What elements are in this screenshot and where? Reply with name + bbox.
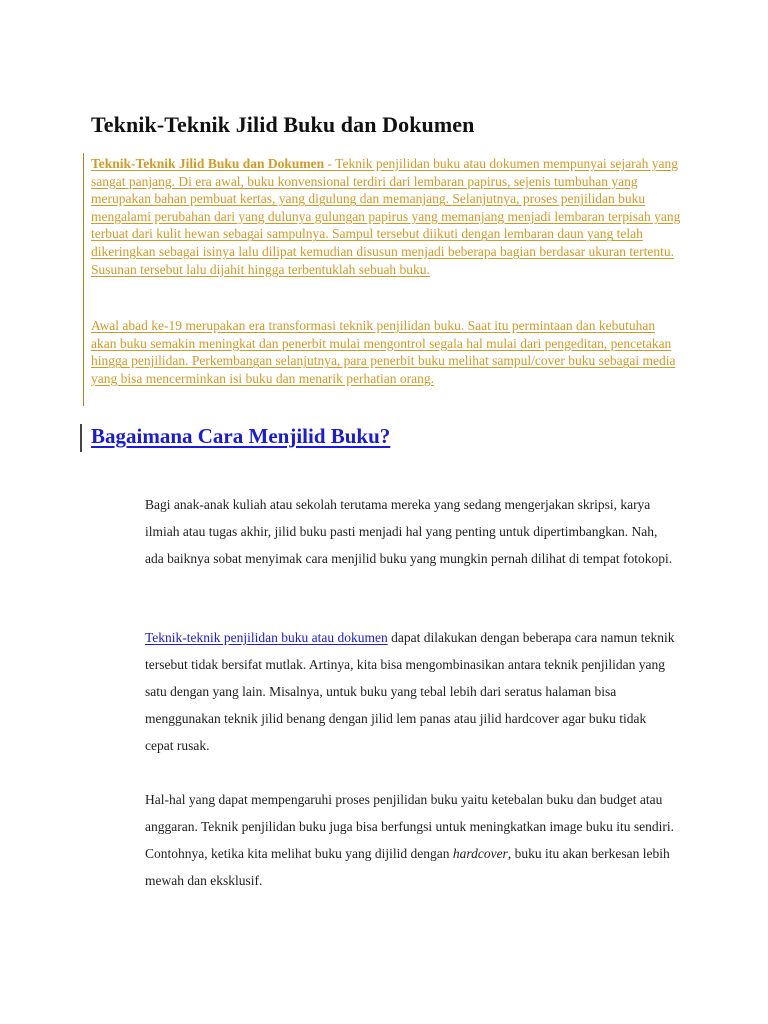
body-paragraph-3-start: Hal-hal yang dapat mempengaruhi proses penjilidan buku yaitu ketebalan buku dan budget atau anggaran. Teknik penjilidan buku juga bisa berfungsi untuk meningkatkan image buku itu sendiri. Contohnya, ketika kita melihat buku yang dijilid dengan [145,792,674,861]
body-paragraph-2 [145,624,675,759]
intro-paragraph-2[interactable] [91,317,681,387]
hardcover-term: hardcover [452,846,508,861]
intro-paragraph-1-text[interactable]: - Teknik penjilidan buku atau dokumen mempunyai sejarah yang sangat panjang. Di era awal, buku konvensional terdiri dari lembaran papirus, sejenis tumbuhan yang merupakan bahan pembuat kertas, yang digulung dan memanjang. Selanjutnya, proses penjilidan buku mengalami perubahan dari yang dulunya gulungan papirus yang memanjang menjadi lembaran terpisah yang terbuat dari kulit hewan sebagai sampulnya. Sampul tersebut diikuti dengan lembaran daun yang telah dikeringkan sebagai isinya lalu dilipat kemudian disusun menjadi beberapa bagian berdasar ukuran tertentu. Susunan tersebut lalu dijahit hingga terbentuklah sebuah buku. [91,156,681,277]
body-paragraph-2-text: dapat dilakukan dengan beberapa cara namun teknik tersebut tidak bersifat mutlak. Artinya, kita bisa mengombinasikan antara teknik penjilidan yang satu dengan yang lain. Misalnya, untuk buku yang tebal lebih dari seratus halaman bisa menggunakan teknik jilid benang dengan jilid lem panas atau jilid hardcover agar buku tidak cepat rusak. [145,630,675,753]
heading-left-bar [80,424,82,452]
teknik-penjilidan-link[interactable]: Teknik-teknik penjilidan buku atau dokumen [145,630,388,645]
intro-paragraph-2-text[interactable]: Awal abad ke-19 merupakan era transformasi teknik penjilidan buku. Saat itu permintaan dan kebutuhan akan buku semakin meningkat dan penerbit mulai mengontrol segala hal mulai dari pengeditan, pencetakan hingga penjilidan. Perkembangan selanjutnya, para penerbit buku melihat sampul/cover buku sebagai media yang bisa mencerminkan isi buku dan menarik perhatian orang. [91,318,676,386]
quote-left-bar [83,153,84,406]
body-paragraph-1: Bagi anak-anak kuliah atau sekolah terutama mereka yang sedang mengerjakan skripsi, karya ilmiah atau tugas akhir, jilid buku pasti menjadi hal yang penting untuk dipertimbangkan. Nah, ada baiknya sobat menyimak cara menjilid buku yang mungkin pernah dilihat di tempat fotokopi. [145,497,673,566]
intro-lead-link[interactable]: Teknik-Teknik Jilid Buku dan Dokumen [91,156,325,171]
section-heading-link[interactable]: Bagaimana Cara Menjilid Buku? [91,424,391,448]
document-title: Teknik-Teknik Jilid Buku dan Dokumen [91,112,475,137]
body-paragraph-3-end: , buku itu akan berkesan lebih mewah dan eksklusif. [145,846,670,888]
body-paragraph-3 [145,786,675,894]
intro-paragraph-1[interactable] [91,155,681,278]
